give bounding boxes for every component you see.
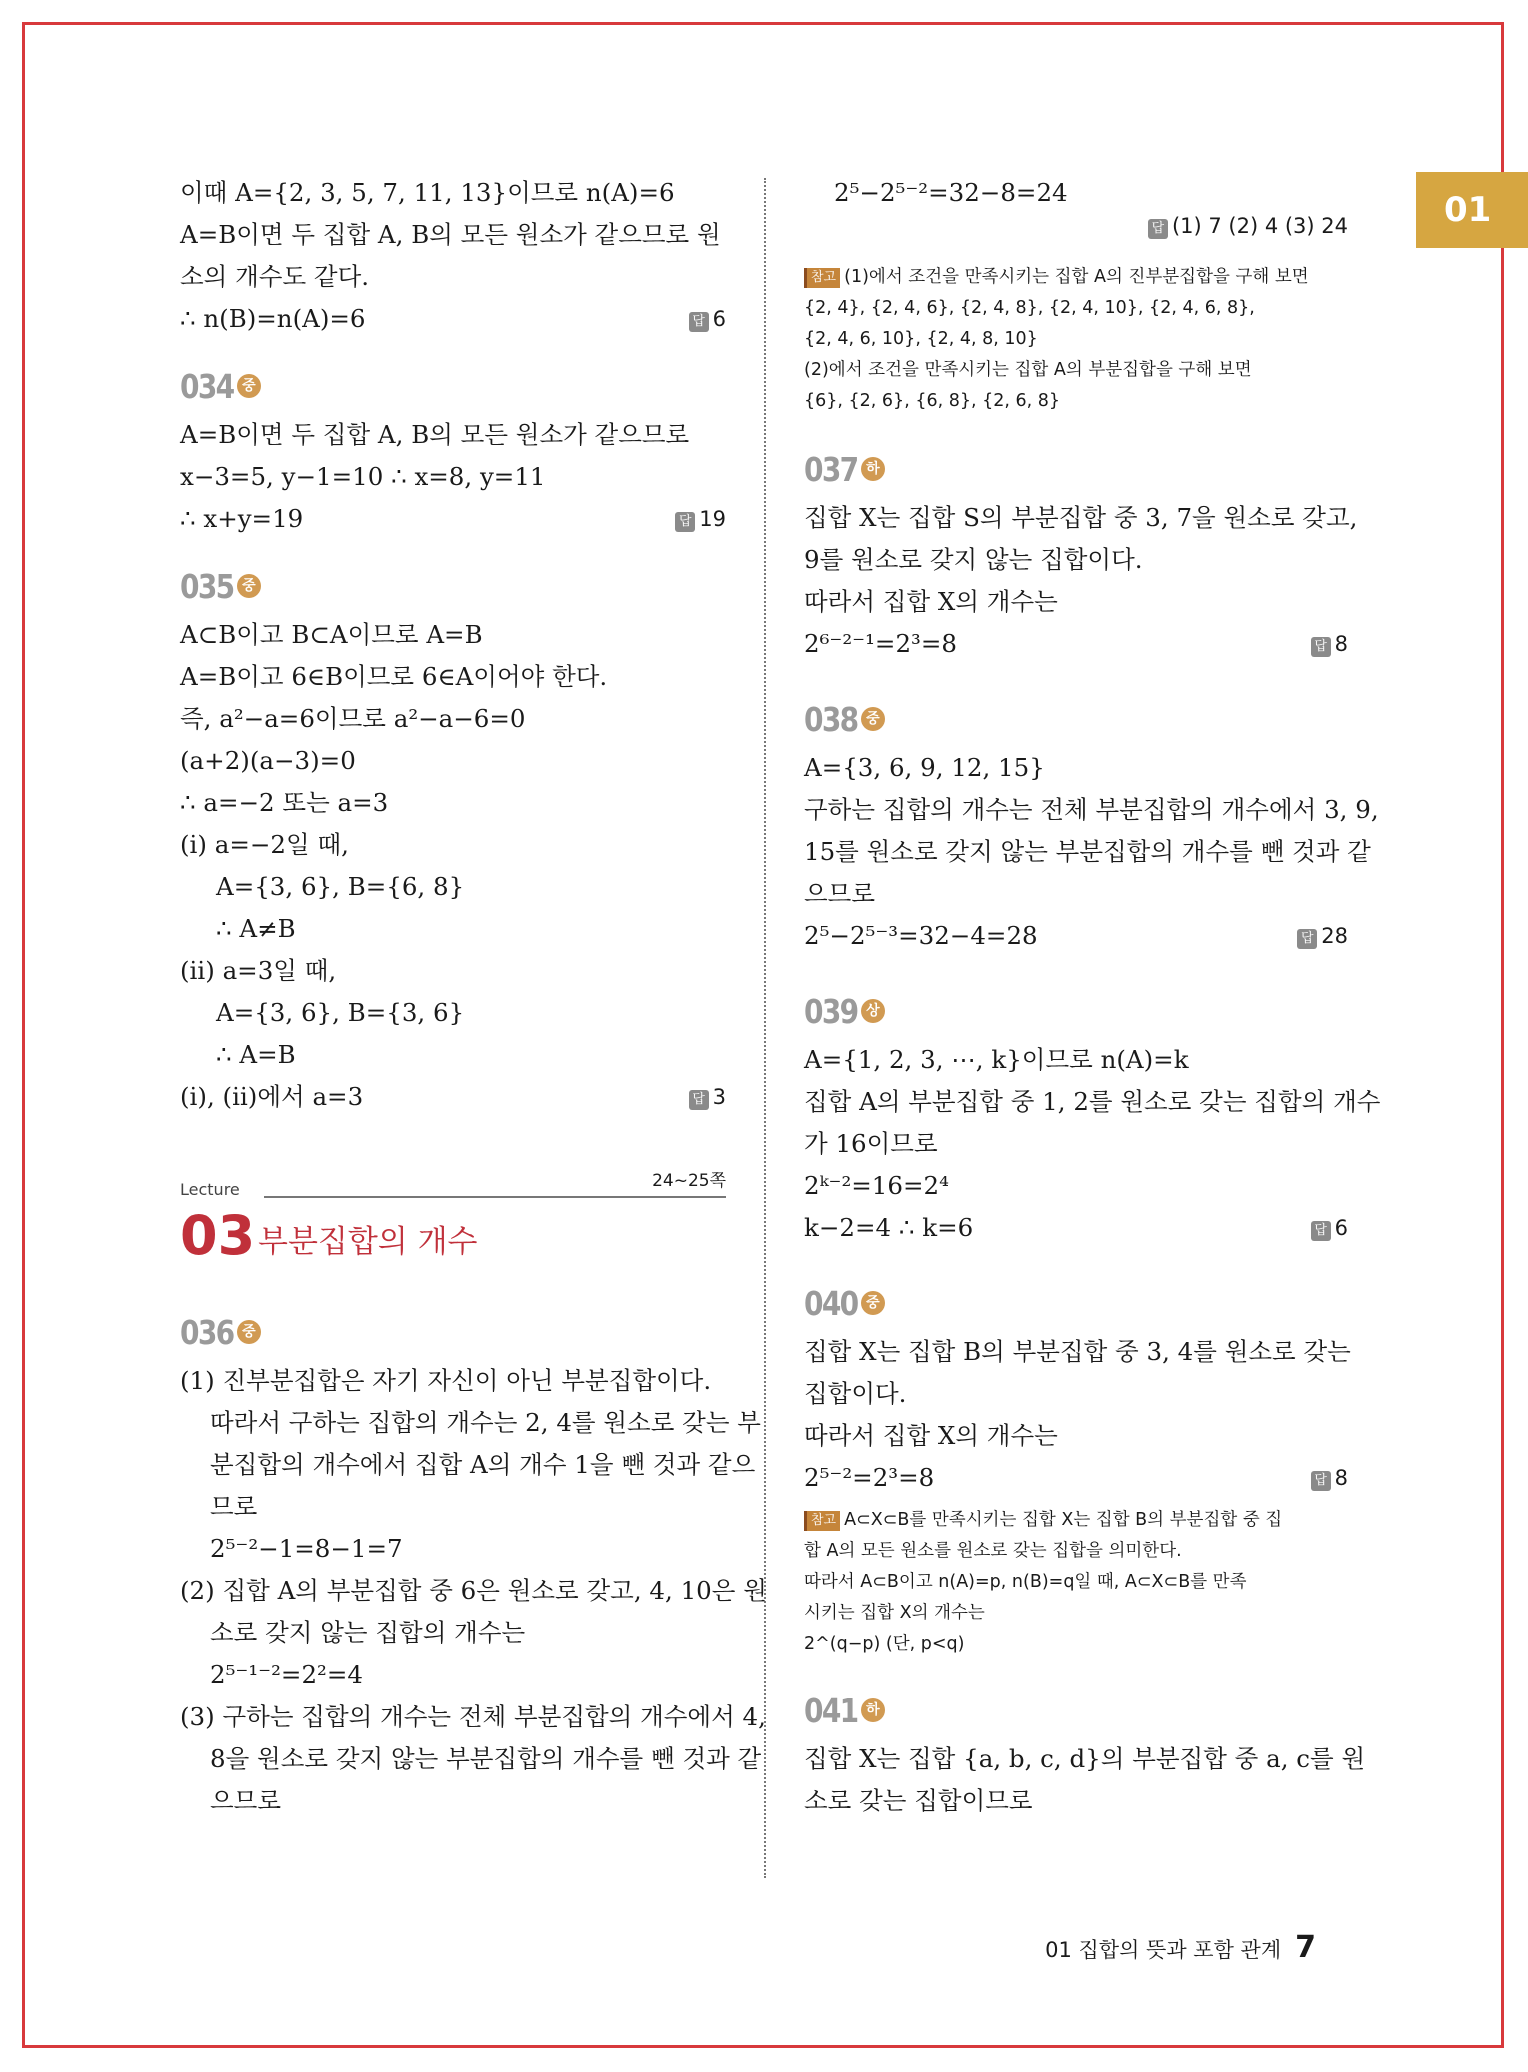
text-line: (1) 진부분집합은 자기 자신이 아닌 부분집합이다. <box>180 1366 712 1395</box>
note-line: 참고 A⊂X⊂B를 만족시키는 집합 X는 집합 B의 부분집합 중 집 <box>804 1505 1348 1536</box>
problem-header <box>804 691 1348 747</box>
text-line: 으므로 <box>210 1786 282 1815</box>
answer-icon: 답 <box>1311 1221 1331 1241</box>
problem-number: 040 <box>804 1283 858 1323</box>
answer: 답 6 <box>1311 1207 1348 1249</box>
problem-number: 035 <box>180 566 234 606</box>
text-line: 15를 원소로 갖지 않는 부분집합의 개수를 뺀 것과 같 <box>804 837 1371 866</box>
note-tag: 참고 <box>804 268 840 288</box>
answer-icon: 답 <box>1148 219 1168 239</box>
answer-line <box>804 214 1348 256</box>
text-line: (a+2)(a−3)=0 <box>180 746 356 775</box>
difficulty-badge: 상 <box>861 999 885 1023</box>
problem-number: 034 <box>180 366 234 406</box>
text-line <box>180 298 726 340</box>
text-line: ∴ x+y=19 답 19 <box>180 498 726 540</box>
problem-header <box>804 983 1348 1039</box>
note-tag: 참고 <box>804 1511 840 1531</box>
answer-icon: 답 <box>689 1090 709 1110</box>
note-line: 따라서 A⊂B이고 n(A)=p, n(B)=q일 때, A⊂X⊂B를 만족 <box>804 1572 1247 1592</box>
text-line: 9를 원소로 갖지 않는 집합이다. <box>804 545 1143 574</box>
text-line: 2⁵⁻²−1=8−1=7 <box>210 1534 403 1563</box>
left-column <box>180 172 767 1822</box>
text-line: k−2=4 ∴ k=6 답 6 <box>804 1207 1348 1249</box>
difficulty-badge: 하 <box>861 457 885 481</box>
problem-number: 038 <box>804 699 858 739</box>
text-line: ∴ A≠B <box>216 914 296 943</box>
text-line: A={1, 2, 3, ⋯, k}이므로 n(A)=k <box>804 1045 1189 1074</box>
equation: ∴ n(B)=n(A)=6 <box>180 304 366 333</box>
text-line: A⊂B이고 B⊂A이므로 A=B <box>180 620 483 649</box>
text-line: 소로 갖지 않는 집합의 개수는 <box>210 1618 526 1647</box>
text-line: 따라서 집합 X의 개수는 <box>804 1421 1058 1450</box>
text-line: 집합 X는 집합 S의 부분집합 중 3, 7을 원소로 갖고, <box>804 503 1358 532</box>
text-line: ∴ A=B <box>216 1040 296 1069</box>
difficulty-badge: 중 <box>237 574 261 598</box>
text-line: A={3, 6}, B={6, 8} <box>216 872 465 901</box>
answer: 답 6 <box>689 298 726 340</box>
text-line: 소의 개수도 같다. <box>180 262 370 291</box>
text-line: 즉, a²−a=6이므로 a²−a−6=0 <box>180 704 526 733</box>
problem-header <box>180 358 726 414</box>
text-line: 집합 X는 집합 {a, b, c, d}의 부분집합 중 a, c를 원 <box>804 1744 1366 1773</box>
text-line: 분집합의 개수에서 집합 A의 개수 1을 뺀 것과 같으 <box>210 1450 756 1479</box>
text-line: 2⁶⁻²⁻¹=2³=8 답 8 <box>804 623 1348 665</box>
lecture-label: Lecture <box>180 1180 240 1199</box>
chapter-tab: 01 <box>1416 172 1528 248</box>
text-line: 소로 갖는 집합이므로 <box>804 1786 1033 1815</box>
note-line: 시키는 집합 X의 개수는 <box>804 1603 985 1623</box>
text-line: (2) 집합 A의 부분집합 중 6은 원소로 갖고, 4, 10은 원 <box>180 1576 767 1605</box>
page-footer <box>1045 1930 1316 1965</box>
problem-number: 041 <box>804 1690 858 1730</box>
text-line: 2ᵏ⁻²=16=2⁴ <box>804 1171 949 1200</box>
note-block <box>804 262 1348 417</box>
answer-icon: 답 <box>1311 1471 1331 1491</box>
answer: 답 8 <box>1311 1457 1348 1499</box>
text-line: 2⁵−2⁵⁻³=32−4=28 답 28 <box>804 915 1348 957</box>
answer-icon: 답 <box>675 512 695 532</box>
text-line: 2⁵⁻¹⁻²=2²=4 <box>210 1660 363 1689</box>
text-line: 2⁵−2⁵⁻²=32−8=24 <box>834 178 1068 207</box>
note-line: {2, 4}, {2, 4, 6}, {2, 4, 8}, {2, 4, 10}, {2, 4, 6, 8}, <box>804 298 1255 318</box>
text-line: A={3, 6, 9, 12, 15} <box>804 753 1045 782</box>
text-line: 2⁵⁻²=2³=8 답 8 <box>804 1457 1348 1499</box>
text-line: 8을 원소로 갖지 않는 부분집합의 개수를 뺀 것과 같 <box>210 1744 762 1773</box>
text-line: A=B이면 두 집합 A, B의 모든 원소가 같으므로 원 <box>180 220 721 249</box>
answer: 답 8 <box>1311 623 1348 665</box>
answer-icon: 답 <box>689 312 709 332</box>
answer-icon: 답 <box>1297 929 1317 949</box>
chapter-title: 01 집합의 뜻과 포함 관계 <box>1045 1938 1282 1962</box>
problem-number: 036 <box>180 1312 234 1352</box>
difficulty-badge: 하 <box>861 1698 885 1722</box>
answer: 답 28 <box>1297 915 1348 957</box>
page-number: 7 <box>1295 1930 1316 1965</box>
text-line: ∴ a=−2 또는 a=3 <box>180 788 389 817</box>
difficulty-badge: 중 <box>861 1291 885 1315</box>
problem-header <box>180 1304 726 1360</box>
problem-header <box>180 558 726 614</box>
answer: 답 19 <box>675 498 726 540</box>
text-line: 집합 X는 집합 B의 부분집합 중 3, 4를 원소로 갖는 <box>804 1337 1351 1366</box>
problem-header <box>804 1275 1348 1331</box>
lecture-pages: 24~25쪽 <box>652 1171 726 1191</box>
note-line: {6}, {2, 6}, {6, 8}, {2, 6, 8} <box>804 391 1061 411</box>
difficulty-badge: 중 <box>237 374 261 398</box>
problem-header <box>804 1682 1348 1738</box>
text-line: 가 16이므로 <box>804 1129 938 1158</box>
note-line: {2, 4, 6, 10}, {2, 4, 8, 10} <box>804 329 1038 349</box>
column-divider <box>764 178 766 1878</box>
lecture-rule <box>264 1196 726 1198</box>
lecture-number: 03 <box>180 1204 256 1267</box>
text-line: A={3, 6}, B={3, 6} <box>216 998 465 1027</box>
text-line: 집합이다. <box>804 1379 907 1408</box>
text-line: A=B이고 6∈B이므로 6∈A이어야 한다. <box>180 662 608 691</box>
lecture-title: 부분집합의 개수 <box>258 1224 478 1260</box>
text-line: 이때 A={2, 3, 5, 7, 11, 13}이므로 n(A)=6 <box>180 178 675 207</box>
text-line: A=B이면 두 집합 A, B의 모든 원소가 같으므로 <box>180 420 690 449</box>
problem-number: 039 <box>804 991 858 1031</box>
text-line: 따라서 구하는 집합의 개수는 2, 4를 원소로 갖는 부 <box>210 1408 761 1437</box>
text-line: 구하는 집합의 개수는 전체 부분집합의 개수에서 3, 9, <box>804 795 1379 824</box>
note-line: 합 A의 모든 원소를 원소로 갖는 집합을 의미한다. <box>804 1541 1182 1561</box>
text-line: (3) 구하는 집합의 개수는 전체 부분집합의 개수에서 4, <box>180 1702 766 1731</box>
text-line: (ⅰ) a=−2일 때, <box>180 830 349 859</box>
note-block <box>804 1505 1348 1660</box>
note-line: (2)에서 조건을 만족시키는 집합 A의 부분집합을 구해 보면 <box>804 360 1252 380</box>
text-line: 집합 A의 부분집합 중 1, 2를 원소로 갖는 집합의 개수 <box>804 1087 1381 1116</box>
text-line: (ⅰ), (ⅱ)에서 a=3 답 3 <box>180 1076 726 1118</box>
text-line: 으므로 <box>804 879 876 908</box>
note-line: 참고 (1)에서 조건을 만족시키는 집합 A의 진부분집합을 구해 보면 <box>804 262 1348 293</box>
answer-icon: 답 <box>1311 637 1331 657</box>
text-line: 므로 <box>210 1492 258 1521</box>
problem-header <box>804 441 1348 497</box>
text-line: (ⅱ) a=3일 때, <box>180 956 337 985</box>
answer: 답 (1) 7 (2) 4 (3) 24 <box>1148 214 1348 239</box>
answer: 답 3 <box>689 1076 726 1118</box>
lecture-header <box>180 1166 726 1286</box>
text-line: 따라서 집합 X의 개수는 <box>804 587 1058 616</box>
note-line: 2^(q−p) (단, p<q) <box>804 1634 965 1654</box>
difficulty-badge: 중 <box>237 1320 261 1344</box>
problem-number: 037 <box>804 449 858 489</box>
text-line: x−3=5, y−1=10 ∴ x=8, y=11 <box>180 462 546 491</box>
difficulty-badge: 중 <box>861 707 885 731</box>
right-column <box>804 172 1381 1822</box>
